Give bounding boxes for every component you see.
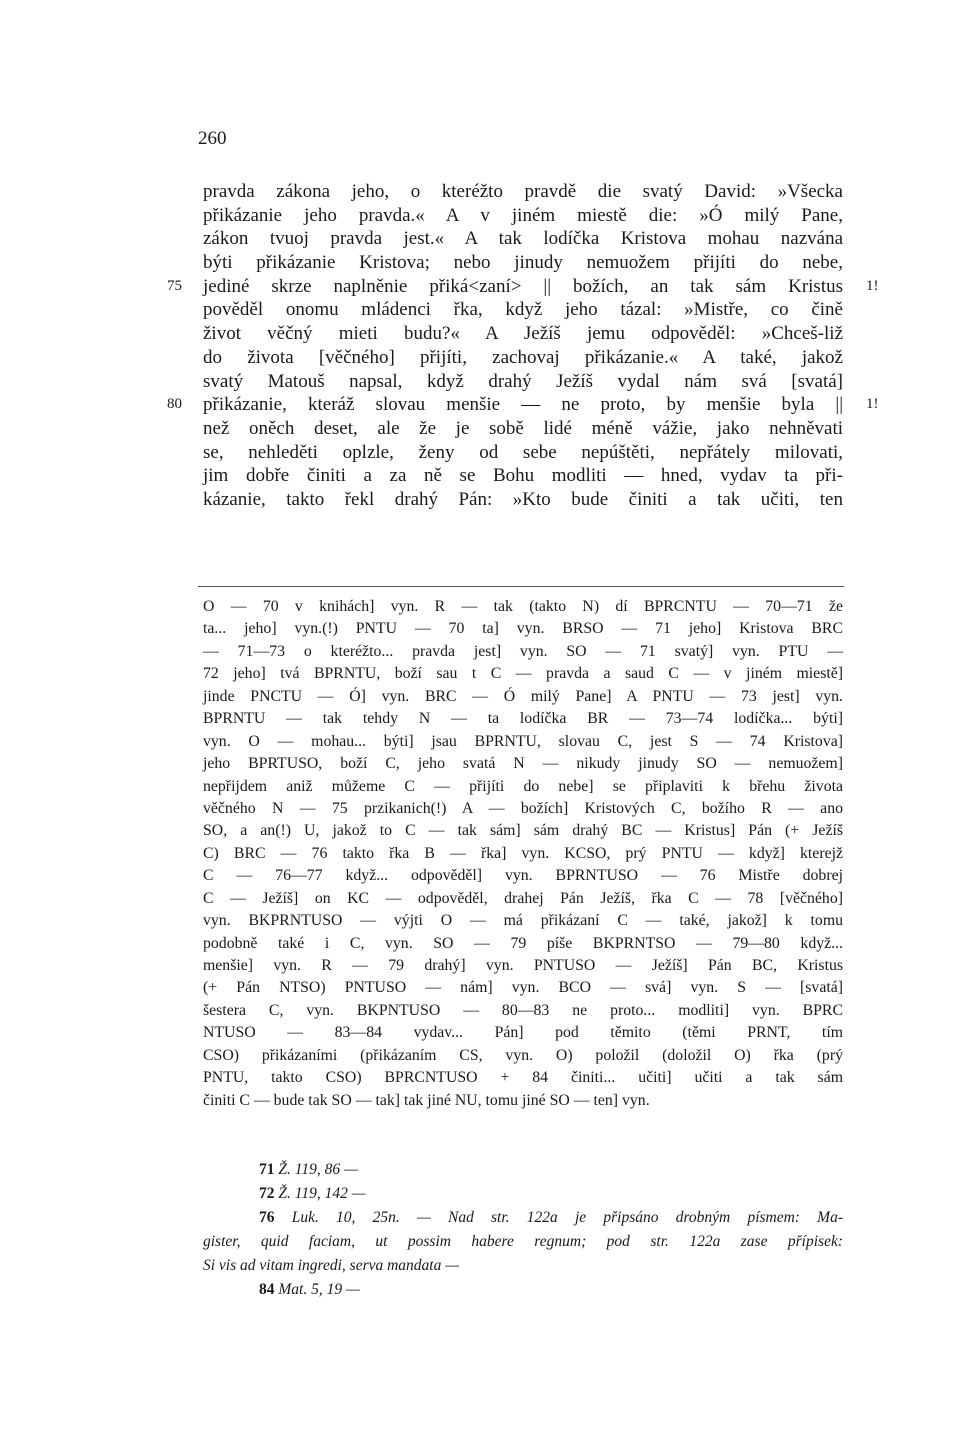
critical-apparatus [203, 596, 843, 1112]
text-line-content: přikázanie, kteráž slovau menšie — ne proto, by menšie byla || [203, 394, 843, 416]
apparatus-line: šestera C, vyn. BKPNTUSO — 80—83 ne proto... modliti] vyn. BPRC [203, 1001, 843, 1019]
text-line [203, 464, 843, 488]
apparatus-line: C) BRC — 76 takto řka B — řka] vyn. KCSO, prý PNTU — když] kterejž [203, 844, 843, 862]
text-line-content: kázanie, takto řekl drahý Pán: »Kto bude činiti a tak učiti, ten [203, 488, 843, 510]
apparatus-line: podobně také i C, vyn. SO — 79 píše BKPRNTSO — 79—80 když... [203, 934, 843, 952]
footnote [203, 1206, 843, 1278]
text-line-content: život věčný mieti budu?« A Ježíš jemu odpověděl: »Chceš-liž [203, 323, 843, 345]
text-line-content: do života [věčného] přijíti, zachovaj přikázanie.« A také, jakož [203, 346, 843, 368]
line-number: 80 [167, 396, 182, 413]
apparatus-line: BPRNTU — tak tehdy N — ta lodíčka BR — 73—74 lodíčka... býti] [203, 710, 843, 728]
apparatus-line: PNTU, takto CSO) BPRCNTUSO + 84 činiti... učiti] učiti a tak sám [203, 1069, 843, 1087]
apparatus-line: jinde PNCTU — Ó] vyn. BRC — Ó milý Pane] A PNTU — 73 jest] vyn. [203, 687, 843, 705]
text-line [203, 441, 843, 465]
apparatus-line: C — 76—77 když... odpověděl] vyn. BPRNTUSO — 76 Mistře dobrej [203, 867, 843, 885]
footnote [203, 1182, 843, 1206]
separator-rule [198, 586, 844, 587]
apparatus-line: jeho BPRTUSO, boží C, jeho svatá N — nikudy jinudy SO — nemuožem] [203, 755, 843, 773]
text-line-content: než oněch deset, ale že je sobě lidé méně vážie, jako nehněvati [203, 417, 843, 439]
footnote [203, 1158, 843, 1182]
apparatus-line: NTUSO — 83—84 vydav... Pán] pod těmito (těmi PRNT, tím [203, 1024, 843, 1042]
text-line [203, 346, 843, 370]
text-line [167, 275, 879, 299]
text-line-content: přikázanie jeho pravda.« A v jiném miestě die: »Ó milý Pane, [203, 204, 843, 226]
text-line-content: pověděl onomu mládenci řka, když jeho tázal: »Mistře, co čině [203, 299, 843, 321]
footnote-number: 84 [259, 1281, 275, 1298]
apparatus-line: ta... jeho] vyn.(!) PNTU — 70 ta] vyn. BRSO — 71 jeho] Kristova BRC [203, 620, 843, 638]
text-line [203, 251, 843, 275]
text-line [203, 370, 843, 394]
apparatus-line: — 71—73 o kteréžto... pravda jest] vyn. SO — 71 svatý] vyn. PTU — [203, 642, 843, 660]
apparatus-line: 72 jeho] tvá BPRNTU, boží sau t C — pravda a saud C — v jiném miestě] [203, 665, 843, 683]
text-line-content: býti přikázanie Kristova; nebo jinudy nemuožem přijíti do nebe, [203, 252, 843, 274]
text-line [203, 227, 843, 251]
apparatus-line: (+ Pán NTSO) PNTUSO — nám] vyn. BCO — svá] vyn. S — [svatá] [203, 979, 843, 997]
text-line-content: jim dobře činiti a za ně se Bohu modliti — hned, vydav ta při- [203, 465, 843, 487]
footnotes [203, 1158, 843, 1302]
footnote-continuation: Si vis ad vitam ingredi, serva mandata — [203, 1257, 460, 1274]
text-line [203, 417, 843, 441]
apparatus-line: O — 70 v knihách] vyn. R — tak (takto N) dí BPRCNTU — 70—71 že [203, 598, 843, 615]
margin-folio-mark: 1! [866, 396, 879, 413]
footnote-text: Ž. 119, 142 — [278, 1185, 366, 1202]
page-number: 260 [198, 128, 227, 149]
line-number: 75 [167, 277, 182, 294]
footnote-number: 71 [259, 1161, 275, 1178]
text-line-content: pravda zákona jeho, o kteréžto pravdě die svatý David: »Všecka [203, 181, 843, 202]
apparatus-line: C — Ježíš] on KC — odpověděl, drahej Pán Ježíš, řka C — 78 [věčného] [203, 889, 843, 907]
apparatus-line: menšie] vyn. R — 79 drahý] vyn. PNTUSO — Ježíš] Pán BC, Kristus [203, 957, 843, 974]
apparatus-line: SO, a an(!) U, jakož to C — tak sám] sám drahý BC — Kristus] Pán (+ Ježíš [203, 822, 843, 840]
apparatus-line: činiti C — bude tak SO — tak] tak jiné NU, tomu jiné SO — ten] vyn. [203, 1091, 650, 1109]
footnote-text: Mat. 5, 19 — [278, 1281, 360, 1298]
text-line [203, 488, 843, 512]
text-line [167, 393, 879, 417]
footnote-text: Luk. 10, 25n. — Nad str. 122a je připsáno drobným písmem: Ma- [291, 1209, 844, 1226]
apparatus-line: vyn. BKPRNTUSO — výjti O — má přikázaní C — také, jakož] k tomu [203, 912, 843, 930]
footnote-text: Ž. 119, 86 — [278, 1161, 358, 1178]
footnote-number: 76 [259, 1209, 275, 1226]
footnote [203, 1278, 843, 1302]
footnote-continuation: gister, quid faciam, ut possim habere regnum; pod str. 122a zase přípisek: [203, 1233, 843, 1250]
apparatus-line: nepřijdem aniž můžeme C — přijíti do nebe] se připlaviti k břehu života [203, 777, 843, 795]
text-line [203, 180, 843, 204]
text-line [203, 322, 843, 346]
apparatus-line: věčného N — 75 przikanich(!) A — božích] Kristových C, božího R — ano [203, 799, 843, 817]
margin-folio-mark: 1! [866, 277, 879, 294]
apparatus-line: CSO) přikázaními (přikázaním CS, vyn. O) položil (doložil O) řka (prý [203, 1046, 843, 1064]
text-line [203, 298, 843, 322]
text-line [203, 204, 843, 228]
footnote-number: 72 [259, 1185, 275, 1202]
text-line-content: zákon tvuoj pravda jest.« A tak lodíčka Kristova mohau nazvána [203, 228, 843, 250]
text-line-content: svatý Matouš napsal, když drahý Ježíš vydal nám svá [svatá] [203, 370, 843, 392]
main-text [167, 180, 879, 512]
text-line-content: jediné skrze naplněnie přiká<zaní> || božích, an tak sám Kristus [203, 275, 843, 297]
apparatus-line: vyn. O — mohau... býti] jsau BPRNTU, slovau C, jest S — 74 Kristova] [203, 732, 843, 750]
text-line-content: se, nehleděti oplzle, ženy od sebe nepúštěti, nepřátely milovati, [203, 441, 843, 463]
